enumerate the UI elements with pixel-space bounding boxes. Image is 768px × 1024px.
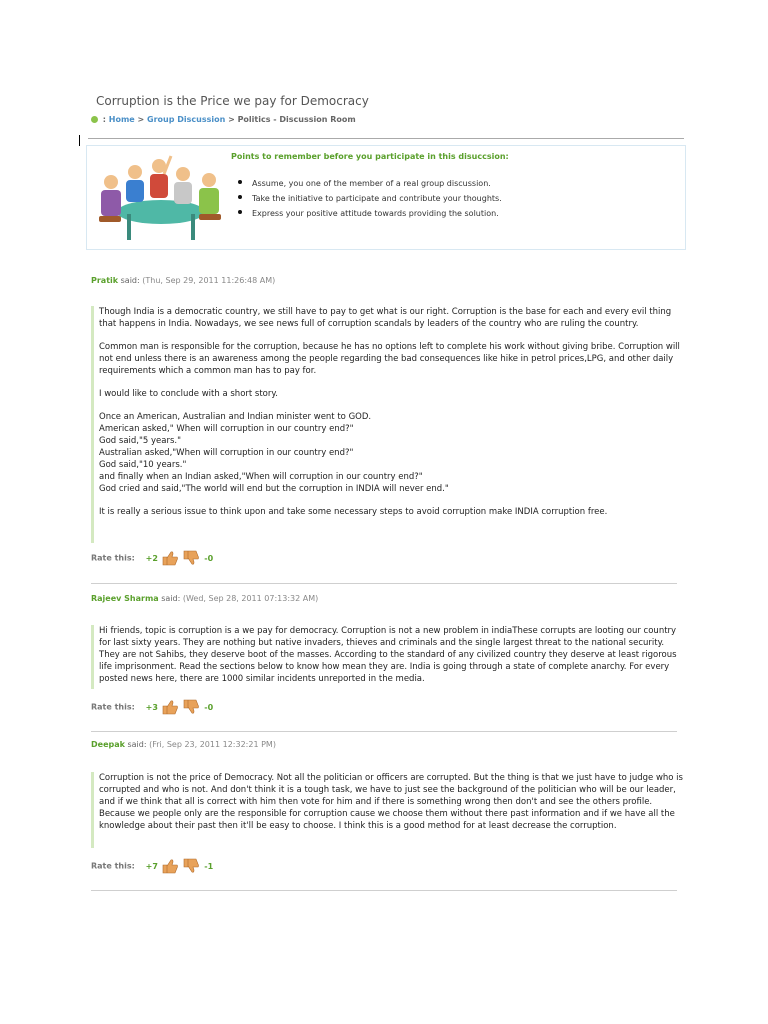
thumbs-up-icon[interactable] bbox=[161, 699, 179, 715]
rating-bar bbox=[91, 699, 213, 715]
divider bbox=[91, 583, 677, 584]
comment-body bbox=[91, 306, 684, 543]
rate-label: Rate this: bbox=[91, 702, 135, 712]
thumbs-down-icon[interactable] bbox=[182, 858, 200, 874]
comment-paragraph: Common man is responsible for the corruption, because he has no options left to complete his work without giving bribe. Corruption will not end unless there is an awareness among the people regarding the bad consequences like hike in petrol prices,LPG, and other daily requirements which a common man has to pay for. bbox=[99, 342, 680, 376]
comment-paragraph: Once an American, Australian and Indian minister went to GOD. American asked," When will corruption in our country end?" God said,"5 years." Australian asked,"When will corruption in our country end?" God said,"10 years." and finally when an Indian asked,"When will corruption in our country end?" God cried and said,"The world will end but the corruption in INDIA will never end." bbox=[99, 412, 449, 494]
list-item bbox=[252, 179, 502, 194]
list-item bbox=[252, 209, 502, 224]
thumbs-down-icon[interactable] bbox=[182, 699, 200, 715]
thumbs-up-icon[interactable] bbox=[161, 858, 179, 874]
guidelines-list bbox=[252, 179, 502, 224]
comment-author[interactable]: Pratik bbox=[91, 276, 119, 285]
list-item-text: Take the initiative to participate and contribute your thoughts. bbox=[252, 194, 502, 203]
comment-paragraph: It is really a serious issue to think upon and take some necessary steps to avoid corruption make INDIA corruption free. bbox=[99, 507, 608, 517]
upvote-count: +2 bbox=[145, 553, 158, 563]
upvote-count: +7 bbox=[145, 861, 158, 871]
downvote-count: -1 bbox=[204, 861, 214, 871]
divider bbox=[91, 890, 677, 891]
list-item bbox=[252, 194, 502, 209]
comment-date: (Fri, Sep 23, 2011 12:32:21 PM) bbox=[149, 740, 276, 749]
comment-header bbox=[91, 740, 276, 749]
comment-header bbox=[91, 276, 275, 285]
comment-date: (Wed, Sep 28, 2011 07:13:32 AM) bbox=[182, 594, 319, 603]
said-label: said: bbox=[118, 276, 143, 285]
breadcrumb-home-link[interactable]: Home bbox=[108, 115, 135, 124]
comment-paragraph: Corruption is not the price of Democracy. Not all the politician or officers are corrupted. But the thing is that we just have to judge who is corrupted and who is not. And don't think it is a tough task, we have to just see the background of the politician who will be our leader, and if we think that all is correct with him then vote for him and if there is something wrong then don't and see the others profile. Because we people only are the responsible for corruption cause we choose them without there past information and if we have all the knowledge about their past then it'll be easy to choose. I think this is a good method for at least decrease the corruption. bbox=[99, 773, 683, 831]
comment-author[interactable]: Rajeev Sharma bbox=[91, 594, 159, 603]
page-title: Corruption is the Price we pay for Democracy bbox=[96, 94, 369, 108]
guidelines-heading: Points to remember before you participate in this disuccsion: bbox=[231, 152, 509, 161]
text-cursor bbox=[79, 135, 80, 146]
list-item-text: Assume, you one of the member of a real group discussion. bbox=[252, 179, 491, 188]
comment-date: (Thu, Sep 29, 2011 11:26:48 AM) bbox=[142, 276, 276, 285]
downvote-count: -0 bbox=[204, 553, 214, 563]
comment-body bbox=[91, 625, 684, 689]
divider bbox=[91, 731, 677, 732]
thumbs-up-icon[interactable] bbox=[161, 550, 179, 566]
breadcrumb-separator: > bbox=[225, 115, 238, 124]
said-label: said: bbox=[124, 740, 150, 749]
comment-paragraph: Hi friends, topic is corruption is a we pay for democracy. Corruption is not a new problem in indiaThese corrupts are looting our country for last sixty years. They are nothing but native invaders, thieves and criminals and the single largest threat to the national security. They are not Sahibs, they deserve boot of the masses. According to the standard of any civilized country they deserve at least rigorous life imprisonment. Read the sections below to know how mean they are. India is going through a state of complete anarchy. For every posted news here, there are 1000 similar incidents unreported in the media. bbox=[99, 626, 677, 684]
comment-body bbox=[91, 772, 684, 848]
breadcrumb-prefix: : bbox=[100, 115, 109, 124]
comment-paragraph: I would like to conclude with a short story. bbox=[99, 389, 278, 399]
upvote-count: +3 bbox=[145, 702, 158, 712]
rating-bar bbox=[91, 858, 213, 874]
downvote-count: -0 bbox=[204, 702, 214, 712]
bullet-icon bbox=[238, 210, 242, 214]
bullet-icon bbox=[238, 180, 242, 184]
list-item-text: Express your positive attitude towards providing the solution. bbox=[252, 209, 499, 218]
comment-author[interactable]: Deepak bbox=[91, 740, 125, 749]
said-label: said: bbox=[158, 594, 183, 603]
breadcrumb bbox=[91, 115, 356, 124]
breadcrumb-group-link[interactable]: Group Discussion bbox=[147, 115, 226, 124]
breadcrumb-current: Politics - Discussion Room bbox=[237, 115, 356, 124]
comment-paragraph: Though India is a democratic country, we still have to pay to get what is our right. Corruption is the base for each and every evil thing that happens in India. Nowadays, we see news full of corruption scandals by leaders of the country who are ruling the country. bbox=[99, 307, 672, 329]
guidelines-box bbox=[86, 145, 686, 250]
bullet-icon bbox=[91, 116, 98, 123]
breadcrumb-separator: > bbox=[134, 115, 148, 124]
rate-label: Rate this: bbox=[91, 553, 135, 563]
rate-label: Rate this: bbox=[91, 861, 135, 871]
bullet-icon bbox=[238, 195, 242, 199]
group-discussion-illustration bbox=[91, 152, 225, 246]
comment-header bbox=[91, 594, 318, 603]
rating-bar bbox=[91, 550, 213, 566]
thumbs-down-icon[interactable] bbox=[182, 550, 200, 566]
divider bbox=[88, 138, 684, 139]
